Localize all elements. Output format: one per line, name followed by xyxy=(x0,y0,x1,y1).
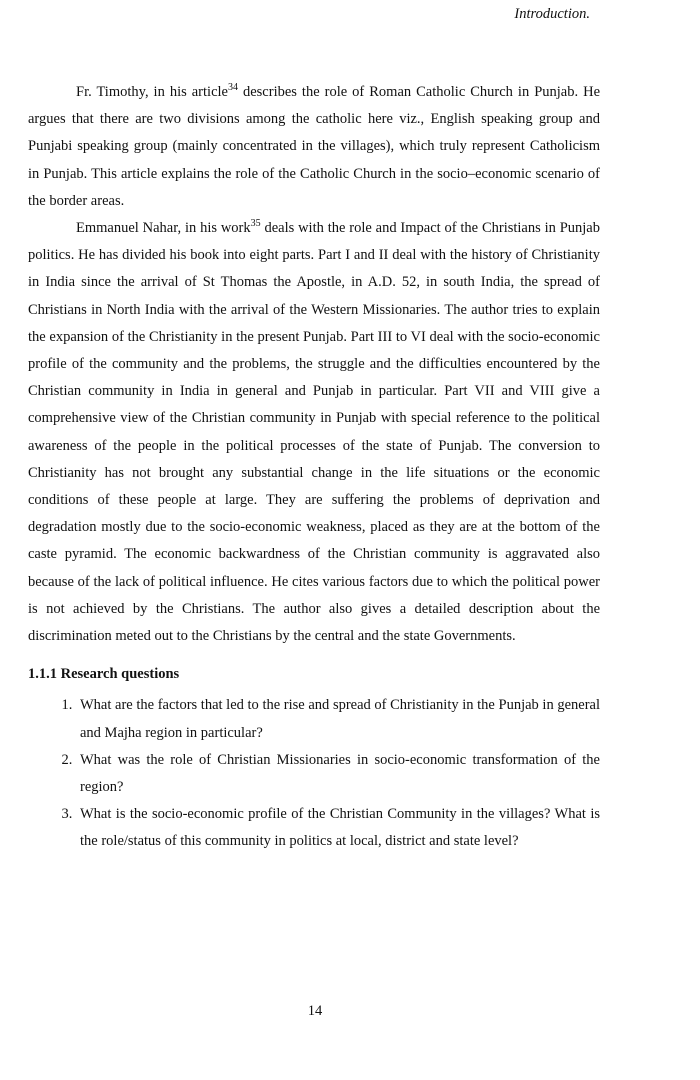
page-number: 14 xyxy=(307,1003,323,1019)
paragraph-nahar: Emmanuel Nahar, in his work$^{35}$ deals with the role and Impact of the Christians in Punjab politics. He has divided his book into eight parts. Part I and II deal with the history of Christianity in India since the arrival of St Thomas the Apostle, in A.D. 52, in south India, the spread of Christians in North India with the arrival of the Western Missionaries. The author tries to explain the expansion of the Christianity in the present Punjab. Part III to VI deal with the socio-economic profile of the community and the problems, the struggle and the difficulties encountered by the Christian community in India in general and Punjab in particular. Part VII and VIII give a comprehensive view of the Christian community in Punjab with special reference to the political awareness of the people in the political processes of the state of Punjab. The conversion to Christianity has not brought any substantial change in the life situations or the economic conditions of these people at large. They are suffering the problems of deprivation and degradation mostly due to the socio-economic weakness, placed as they are at the bottom of the caste pyramid. The economic backwardness of the Christian community is aggravated also because of the lack of political influence. He cites various factors due to which the political power is not achieved by the Christians. The author also gives a detailed description about the discrimination meted out to the Christians by the central and the state Governments. xyxy=(28,218,600,645)
research-questions-list xyxy=(28,692,600,855)
list-item: 1. What are the factors that led to the rise and spread of Christianity in the Punjab in general and Majha region in particular? xyxy=(76,692,600,746)
section-heading: 1.1.1 Research questions xyxy=(28,666,180,683)
paragraph-timothy: Fr. Timothy, in his article$^{34}$ describes the role of Roman Catholic Church in Punjab. He argues that there are two divisions among the catholic here viz., English speaking group and Punjabi speaking group (mainly concentrated in the villages), which truly represent Catholicism in Punjab. This article explains the role of the Catholic Church in the socio–economic scenario of the border areas. xyxy=(28,82,601,209)
running-header: Introduction. xyxy=(514,6,590,22)
body-text xyxy=(28,79,600,856)
footnote-ref-34[interactable]: 34 xyxy=(227,82,238,94)
list-item: 2. What was the role of Christian Missionaries in socio-economic transformation of the region? xyxy=(76,747,600,801)
list-item: 3. What is the socio-economic profile of the Christian Community in the villages? What is the role/status of this community in politics at local, district and state level? xyxy=(76,801,600,855)
footnote-ref-35[interactable]: 35 xyxy=(250,218,261,230)
